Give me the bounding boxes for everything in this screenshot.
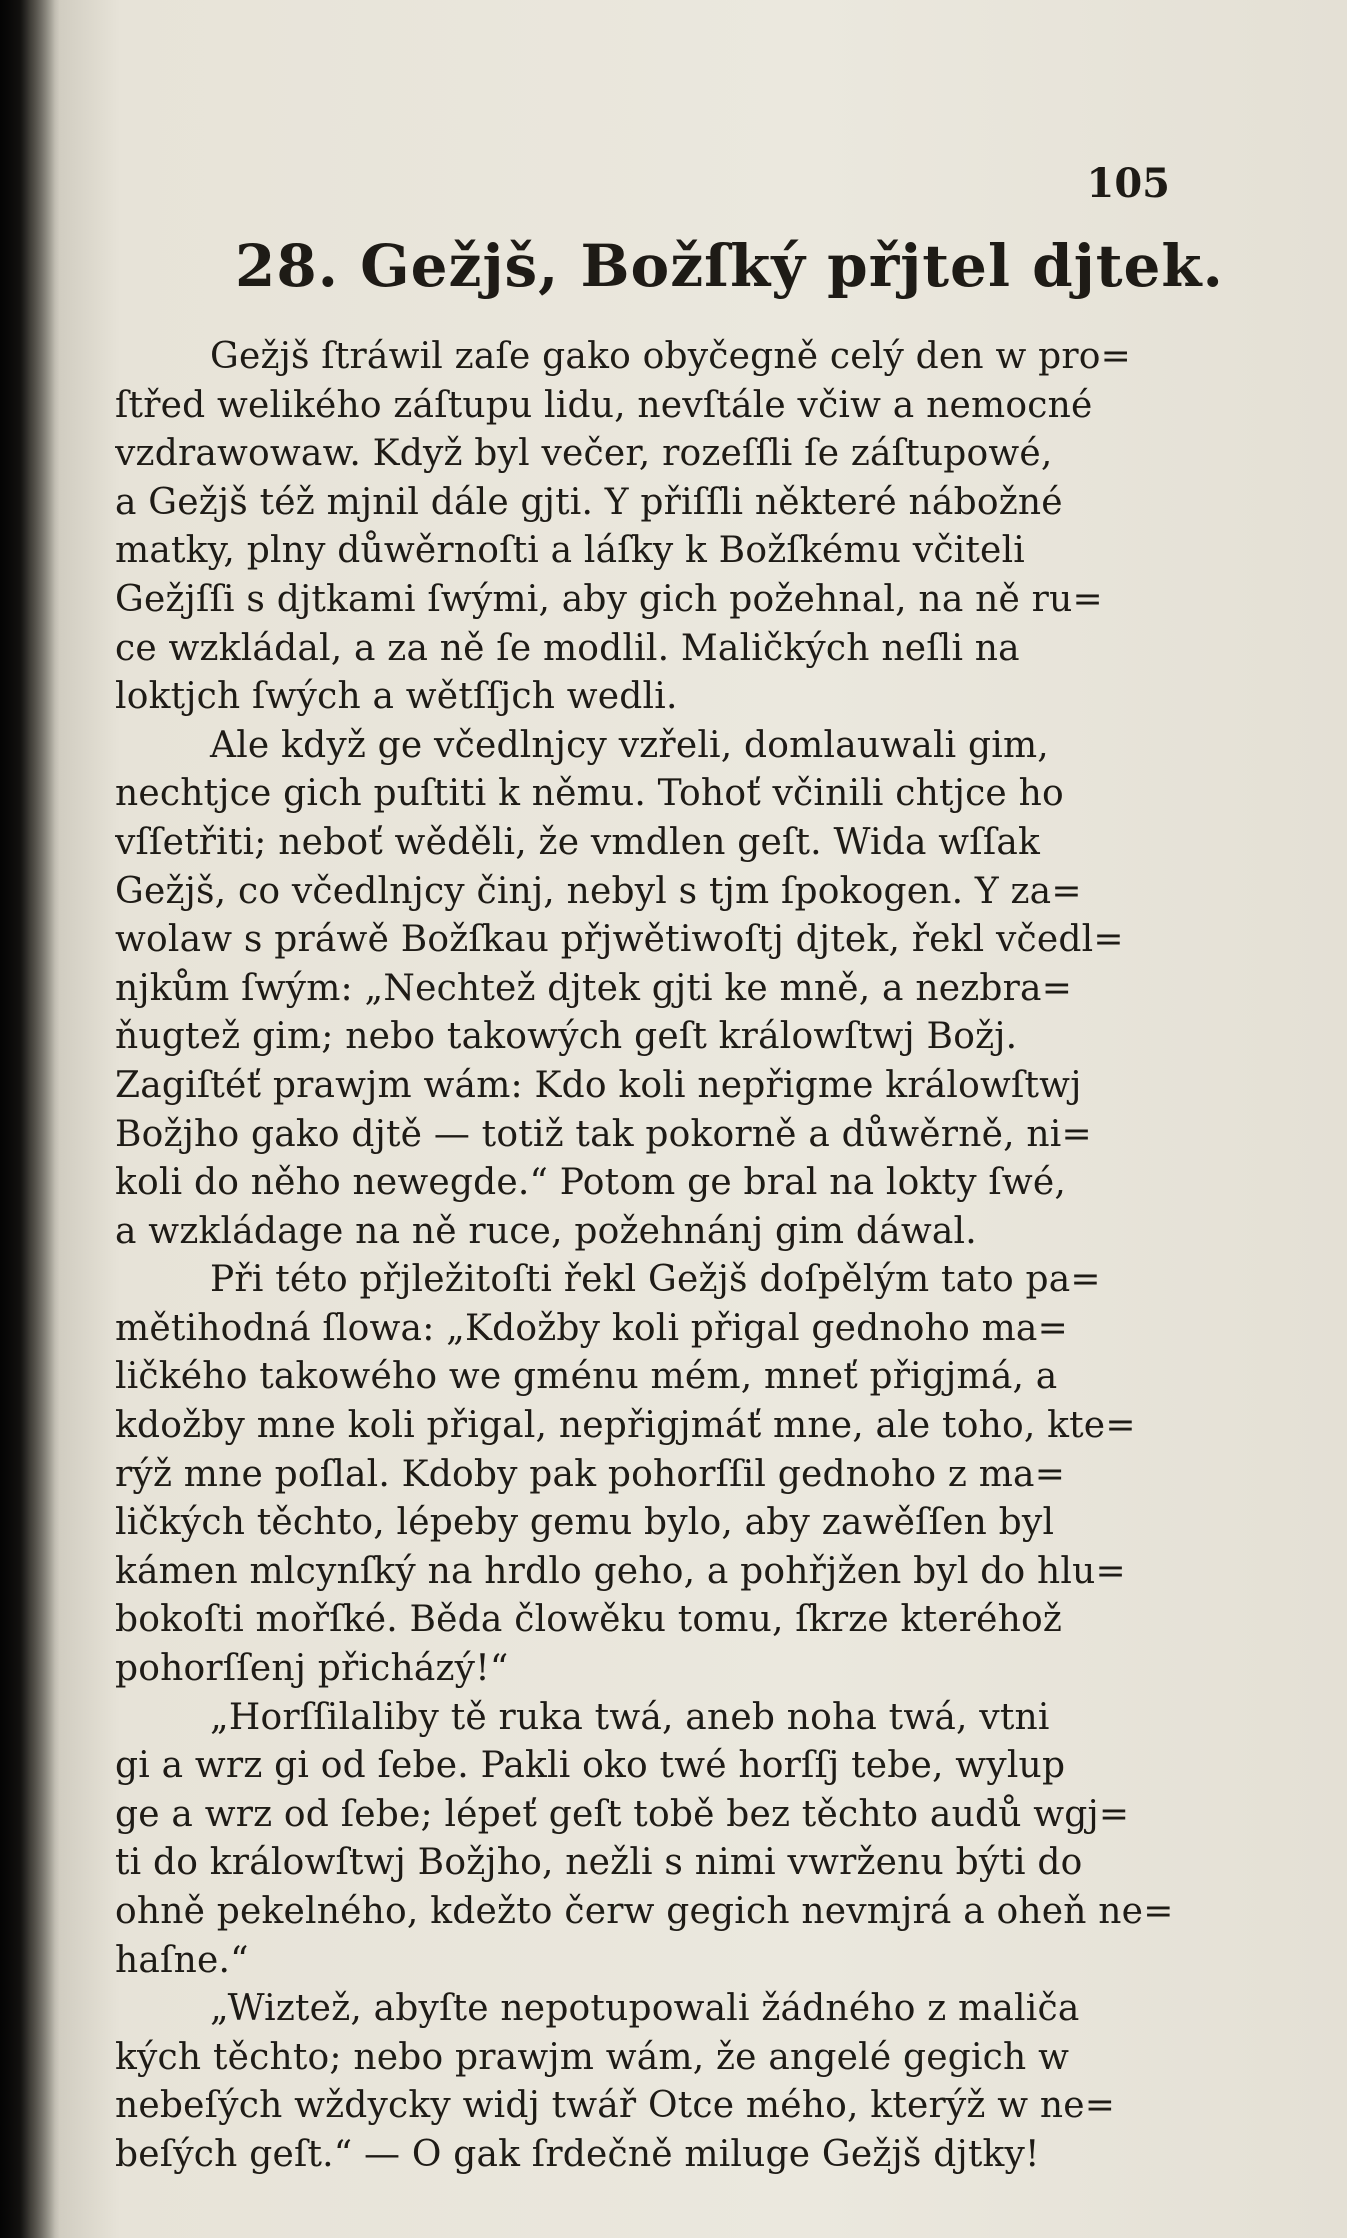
- text-line: ti do králowſtwj Božjho, nežli s nimi vwrženu býti do: [115, 1842, 1083, 1884]
- text-line: nechtjce gich puſtiti k němu. Tohoť včinili chtjce ho: [115, 773, 1064, 815]
- text-line: ſtřed welikého záſtupu lidu, nevſtále včiw a nemocné: [115, 384, 1093, 426]
- body-text: [115, 333, 1175, 2180]
- text-line: kámen mlcynſký na hrdlo geho, a pohřjžen byl do hlu=: [115, 1550, 1126, 1592]
- text-line: Zagiſtéť prawjm wám: Kdo koli nepřigme králowſtwj: [115, 1064, 1082, 1106]
- text-line: vzdrawowaw. Když byl večer, rozeſſli ſe záſtupowé,: [115, 433, 1053, 475]
- text-line: loktjch ſwých a wětſſjch wedli.: [115, 676, 678, 718]
- text-line: kých těchto; nebo prawjm wám, že angelé gegich w: [115, 2036, 1070, 2078]
- text-line: „Wiztež, abyſte nepotupowali žádného z maliča: [210, 1988, 1080, 2030]
- text-line: pohorſſenj přicházý!“: [115, 1648, 509, 1690]
- page-number: 105: [1086, 160, 1170, 207]
- text-line: bokoſti mořſké. Běda člowěku tomu, ſkrze kteréhož: [115, 1599, 1063, 1641]
- text-line: „Horſſilaliby tě ruka twá, aneb noha twá, vtni: [210, 1696, 1050, 1738]
- text-line: Při této přjležitoſti řekl Gežjš doſpělým tato pa=: [210, 1259, 1101, 1301]
- text-line: Gežjš ſtráwil zaſe gako obyčegně celý den w pro=: [210, 336, 1131, 377]
- book-page: [95, 0, 1300, 2238]
- text-line: kdožby mne koli přigal, nepřigjmáť mne, ale toho, kte=: [115, 1405, 1136, 1447]
- text-line: Gežjš, co včedlnjcy činj, nebyl s tjm ſpokogen. Y za=: [115, 870, 1082, 912]
- text-line: njkům ſwým: „Nechtež djtek gjti ke mně, a nezbra=: [115, 967, 1073, 1009]
- text-line: gi a wrz gi od ſebe. Pakli oko twé horſſj tebe, wylup: [115, 1745, 1066, 1787]
- text-line: beſých geſt.“ — O gak ſrdečně miluge Gežjš djtky!: [115, 2133, 1040, 2175]
- text-line: ňugtež gim; nebo takowých geſt králowſtwj Božj.: [115, 1016, 1018, 1058]
- text-line: wolaw s práwě Božſkau přjwětiwoſtj djtek, řekl včedl=: [115, 919, 1124, 961]
- text-line: haſne.“: [115, 1939, 249, 1981]
- text-line: ohně pekelného, kdežto čerw gegich nevmjrá a oheň ne=: [115, 1891, 1174, 1932]
- text-line: a Gežjš též mjnil dále gjti. Y přiſſli některé nábožné: [115, 481, 1063, 523]
- text-line: ce wzkládal, a za ně ſe modlil. Maličkých neſli na: [115, 627, 1020, 669]
- text-line: ličkých těchto, lépeby gemu bylo, aby zawěſſen byl: [115, 1502, 1055, 1544]
- text-line: Božjho gako djtě — totiž tak pokorně a důwěrně, ni=: [115, 1113, 1092, 1155]
- text-line: koli do něho newegde.“ Potom ge bral na lokty ſwé,: [115, 1162, 1067, 1204]
- text-line: a wzkládage na ně ruce, požehnánj gim dáwal.: [115, 1210, 977, 1252]
- binding-shadow: [0, 0, 60, 2238]
- text-line: nebeſých wždycky widj twář Otce mého, kterýž w ne=: [115, 2085, 1116, 2127]
- text-line: matky, plny důwěrnoſti a láſky k Božſkému včiteli: [115, 530, 1025, 572]
- chapter-title: 28. Gežjš, Božſký přjtel djtek.: [235, 232, 1224, 300]
- text-line: mětihodná ſlowa: „Kdožby koli přigal gednoho ma=: [115, 1307, 1068, 1349]
- text-line: Ale když ge včedlnjcy vzřeli, domlauwali gim,: [210, 724, 1049, 766]
- text-line: vſſetřiti; neboť wěděli, že vmdlen geſt. Wida wſſak: [115, 821, 1041, 863]
- text-line: Gežjſſi s djtkami ſwými, aby gich požehnal, na ně ru=: [115, 578, 1103, 620]
- text-line: ge a wrz od ſebe; lépeť geſt tobě bez těchto audů wgj=: [115, 1793, 1130, 1835]
- text-line: ličkého takowého we gménu mém, mneť přigjmá, a: [115, 1356, 1058, 1398]
- text-line: rýž mne poſlal. Kdoby pak pohorſſil gednoho z ma=: [115, 1453, 1066, 1495]
